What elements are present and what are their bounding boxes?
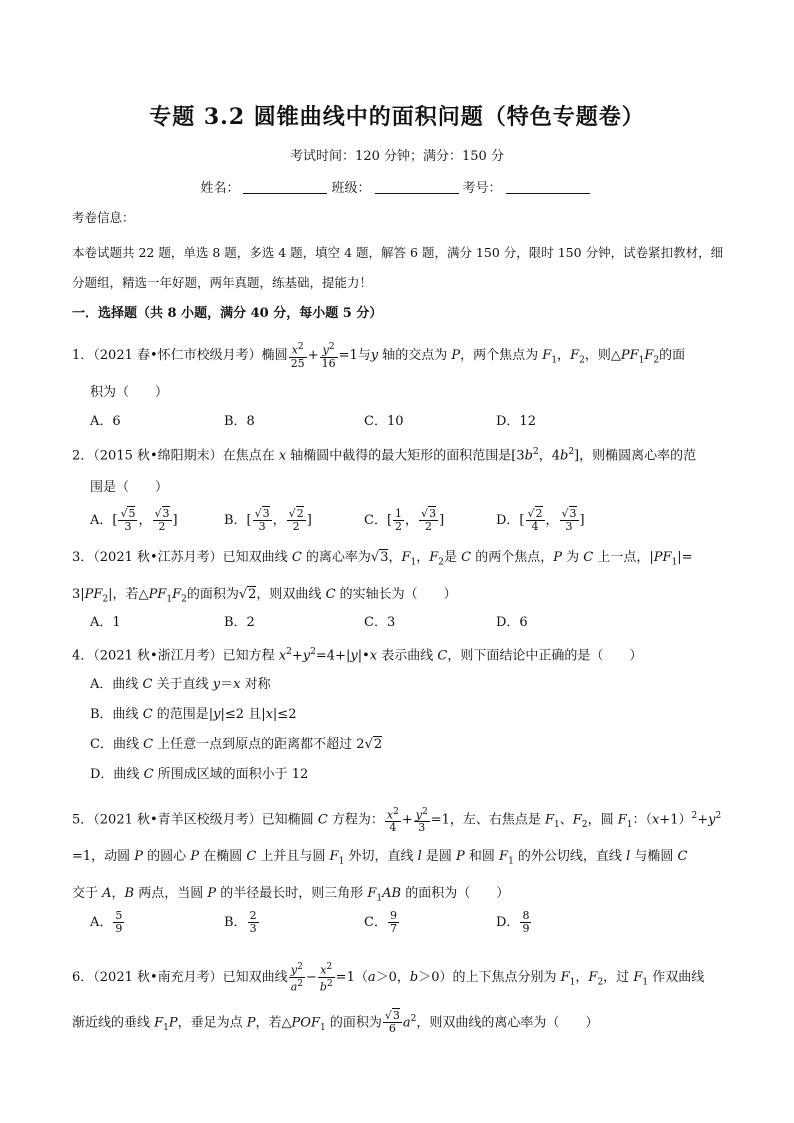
question-source: （2021 春•怀仁市校级月考）: [93, 348, 262, 363]
option-d[interactable]: D．曲线 C 所围成区域的面积小于 12: [90, 767, 309, 782]
option-d[interactable]: D．6: [496, 615, 528, 630]
section-heading: 一．选择题（共 8 小题，满分 40 分，每小题 5 分）: [72, 306, 383, 321]
option-c[interactable]: C．3: [364, 615, 396, 630]
option-b[interactable]: B．[ $\frac{√3}{3}$ ， $\frac{√2}{2}$ ]: [224, 507, 312, 533]
info-text: 本卷试题共 22 题，单选 8 题，多选 4 题，填空 4 题，解答 6 题，满分 150 分，限时 150 分钟，试卷紧扣教材，细分题组，精选一年好题，两年真题，练基础，提能力！: [72, 245, 724, 290]
option-c[interactable]: C．曲线 C 上任意一点到原点的距离都不超过 2√2: [90, 737, 383, 752]
question-4: 4．（2021 秋•浙江月考）已知方程 $x^2+y^2=4+|y|•x$ 表示曲线 C，则下面结论中正确的是（ ）: [72, 647, 643, 664]
option-d[interactable]: D． $\frac{8}{9}$: [496, 909, 530, 935]
question-1-options: [90, 410, 730, 434]
question-5: 5．（2021 秋•青羊区校级月考）已知椭圆 C 方程为： $\frac{x^2}{4}$ + $\frac{y^2}{3}$ =1，左、右焦点是 $F_1$、$F_2$，圆 $F_1$：$(x+1)^2+y^2$ =1，动圆 P 的圆心 P 在椭圆 C 上并且与圆 $F_1$ 外切，直线 l 是圆 P 和圆 $F_1$ 的外公切线，直线 l 与椭圆 C 交于 A，B 两点，当圆 P 的半径最长时，则三角形 $F_1AB$ 的面积为（ ）: [72, 806, 722, 904]
option-b[interactable]: B．2: [224, 615, 255, 630]
exam-no-blank: [506, 181, 590, 194]
question-source: （2021 秋•浙江月考）: [93, 648, 223, 664]
question-number: 2．: [72, 448, 94, 464]
option-c[interactable]: C． $\frac{9}{7}$: [364, 909, 397, 935]
option-b[interactable]: B． $\frac{2}{3}$: [224, 909, 257, 935]
option-a[interactable]: A．6: [90, 414, 121, 429]
question-number: 6．: [72, 970, 94, 985]
exam-no-label: 考号：: [462, 181, 502, 196]
option-a[interactable]: A．曲线 C 关于直线 y＝x 对称: [90, 677, 271, 692]
question-6: 6．（2021 秋•南充月考）已知双曲线 $\frac{y^2}{a^2}$ − $\frac{x^2}{b^2}$ =1（a＞0，b＞0）的上下焦点分别为 $F_1$，$F_2$，过 $F_1$ 作双曲线 渐近线的垂线 $F_1P$，垂足为点 P，若$\triangle POF_1$ 的面积为 $\frac{√3}{6}$ $a^2$，则双曲线的离心率为（ ）: [72, 962, 705, 1035]
question-2: 2．（2015 秋•绵阳期末）在焦点在 x 轴椭圆中截得的最大矩形的面积范围是[$3b^2$，$4b^2$]，则椭圆离心率的范 围是（ ）: [72, 447, 697, 496]
question-source: （2021 秋•南充月考）: [93, 970, 223, 985]
name-label: 姓名：: [200, 181, 240, 196]
option-d[interactable]: D．12: [496, 414, 536, 429]
question-number: 1．: [72, 348, 94, 363]
page-title: 专题 3.2 圆锥曲线中的面积问题（特色专题卷）: [149, 104, 645, 130]
student-info-line: [0, 177, 794, 196]
option-c[interactable]: C．[ $\frac{1}{2}$ ， $\frac{√3}{2}$ ]: [364, 507, 445, 533]
question-3: 3．（2021 秋•江苏月考）已知双曲线 C 的离心率为√3，$F_1$，$F_2$是 C 的两个焦点，P 为 C 上一点，$|PF_1|=$ $3|PF_2|$，若$\triangle PF_1F_2$的面积为√2，则双曲线 C 的实轴长为（ ）: [72, 550, 693, 605]
class-label: 班级：: [331, 181, 371, 196]
option-a[interactable]: A．1: [90, 615, 121, 630]
question-3-options: [90, 611, 730, 635]
option-c[interactable]: C．10: [364, 414, 404, 429]
option-b[interactable]: B．曲线 C 的范围是|y|≤2 且|x|≤2: [90, 707, 297, 722]
class-blank: [375, 181, 459, 194]
question-number: 3．: [72, 550, 94, 565]
question-1: 1．（2021 春•怀仁市校级月考）椭圆 $\frac{x^2}{25}$ + $\frac{y^2}{16}$ =1与y 轴的交点为 P，两个焦点为 $F_1$，$F_2$，则$\triangle PF_1F_2$的面 积为（ ）: [72, 342, 686, 400]
question-number: 4．: [72, 648, 94, 664]
question-5-options: [90, 910, 730, 934]
option-b[interactable]: B．8: [224, 414, 255, 429]
question-source: （2015 秋•绵阳期末）: [93, 448, 223, 464]
option-a[interactable]: A． $\frac{5}{9}$: [90, 909, 123, 935]
question-4-options: [90, 670, 730, 790]
question-source: （2021 秋•江苏月考）: [93, 550, 223, 565]
name-blank: [243, 181, 327, 194]
option-a[interactable]: A．[ $\frac{√5}{3}$ ， $\frac{√3}{2}$ ]: [90, 507, 178, 533]
info-heading: 考卷信息：: [72, 210, 135, 225]
option-d[interactable]: D．[ $\frac{√2}{4}$ ， $\frac{√3}{3}$ ]: [496, 507, 585, 533]
question-2-options: [90, 508, 730, 532]
question-number: 5．: [72, 812, 94, 828]
question-source: （2021 秋•青羊区校级月考）: [93, 812, 262, 828]
exam-time-line: 考试时间：120 分钟；满分：150 分: [290, 149, 504, 164]
